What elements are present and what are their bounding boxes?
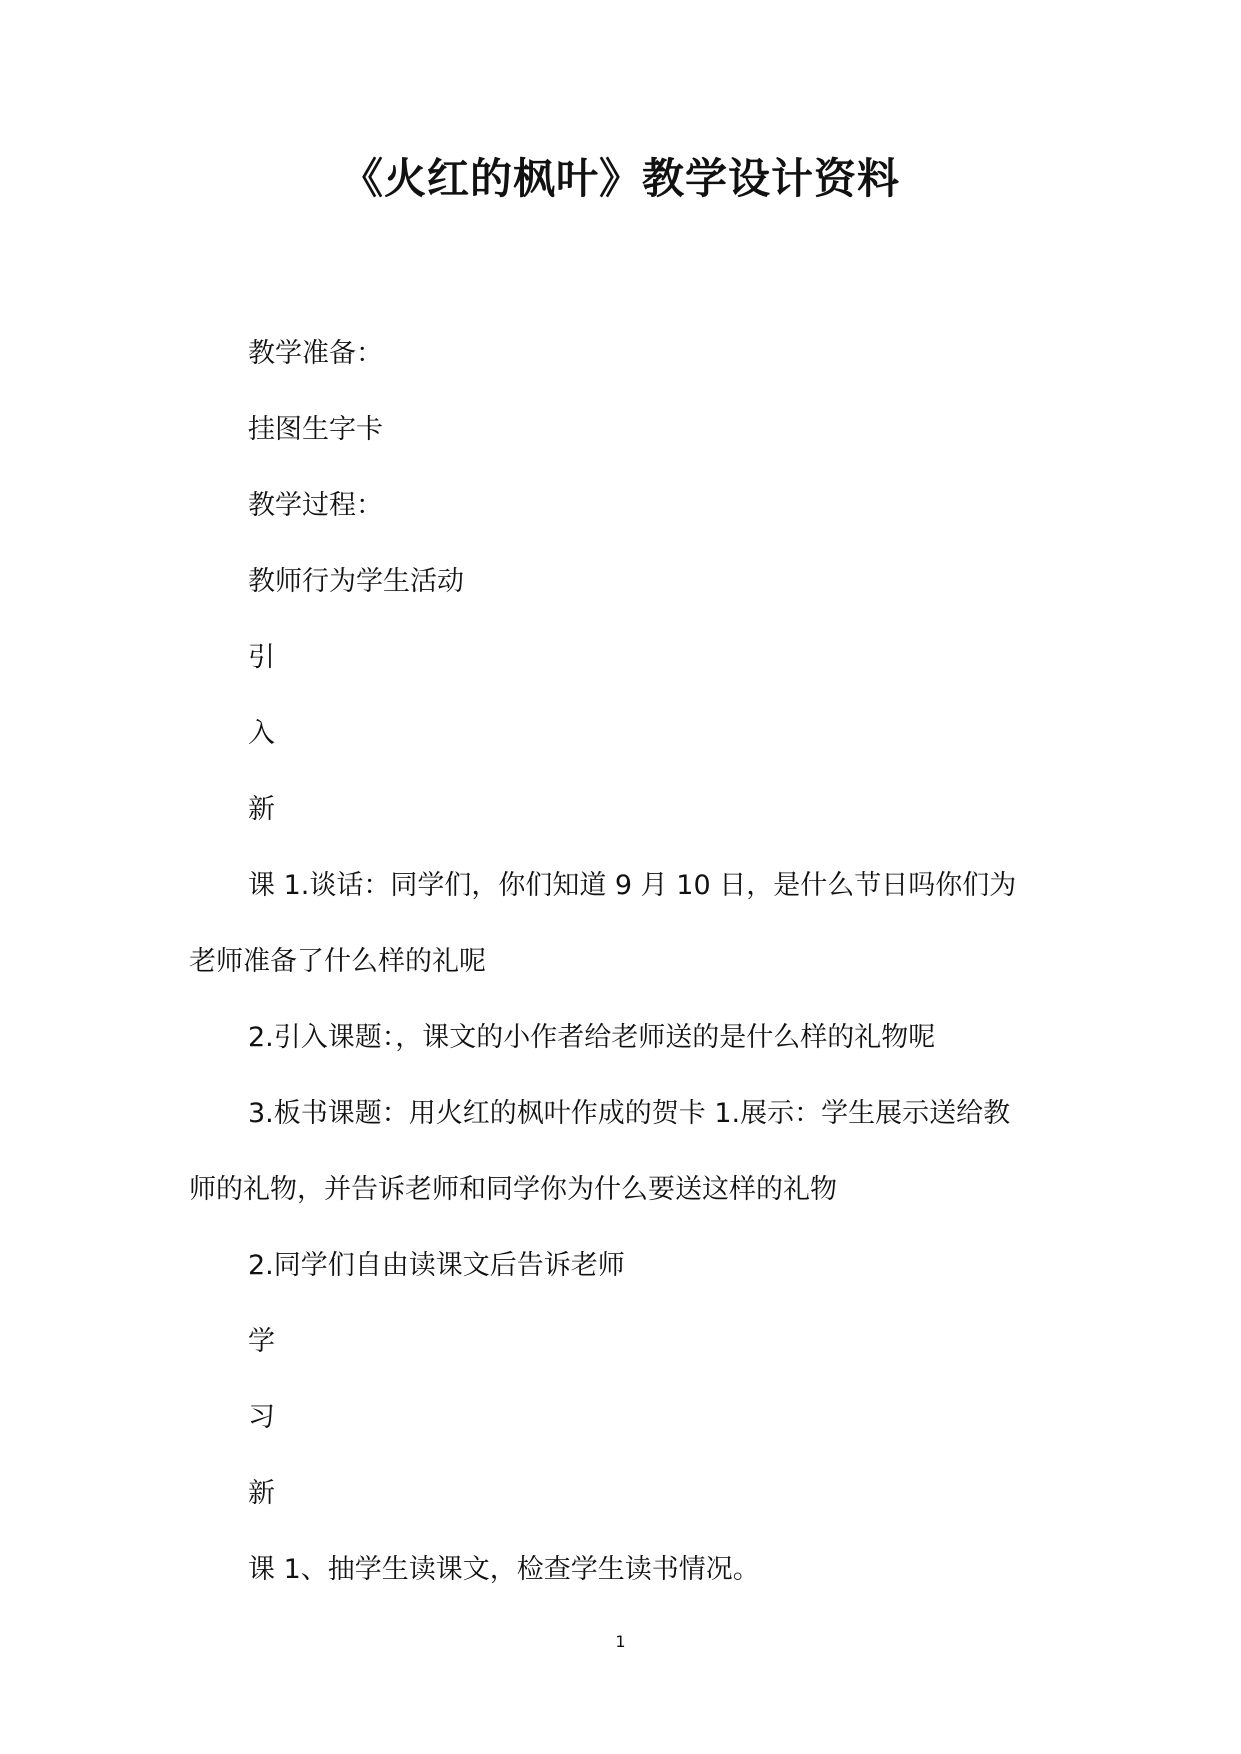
page-number: 1	[615, 1632, 626, 1651]
text-line: 教师行为学生活动	[248, 566, 464, 597]
text-line: 引	[248, 642, 275, 673]
document-title: 《火红的枫叶》教学设计资料	[340, 154, 900, 203]
text-line: 2.引入课题：，课文的小作者给老师送的是什么样的礼物呢	[248, 1022, 936, 1053]
text-line: 新	[248, 1478, 275, 1509]
text-line: 课 1、抽学生读课文，检查学生读书情况。	[248, 1554, 760, 1585]
text-line: 挂图生字卡	[248, 414, 383, 445]
text-line: 老师准备了什么样的礼呢	[189, 946, 486, 977]
text-line: 课 1.谈话：同学们，你们知道 9 月 10 日，是什么节日吗你们为	[248, 870, 1017, 901]
text-line: 教学准备：	[248, 338, 383, 369]
text-line: 师的礼物，并告诉老师和同学你为什么要送这样的礼物	[189, 1174, 837, 1205]
text-line: 学	[248, 1326, 275, 1357]
text-line: 3.板书课题：用火红的枫叶作成的贺卡 1.展示：学生展示送给教	[248, 1098, 1011, 1129]
text-line: 入	[248, 718, 275, 749]
text-line: 2.同学们自由读课文后告诉老师	[248, 1250, 625, 1281]
text-line: 新	[248, 794, 275, 825]
text-line: 教学过程：	[248, 490, 383, 521]
text-line: 习	[248, 1402, 275, 1433]
